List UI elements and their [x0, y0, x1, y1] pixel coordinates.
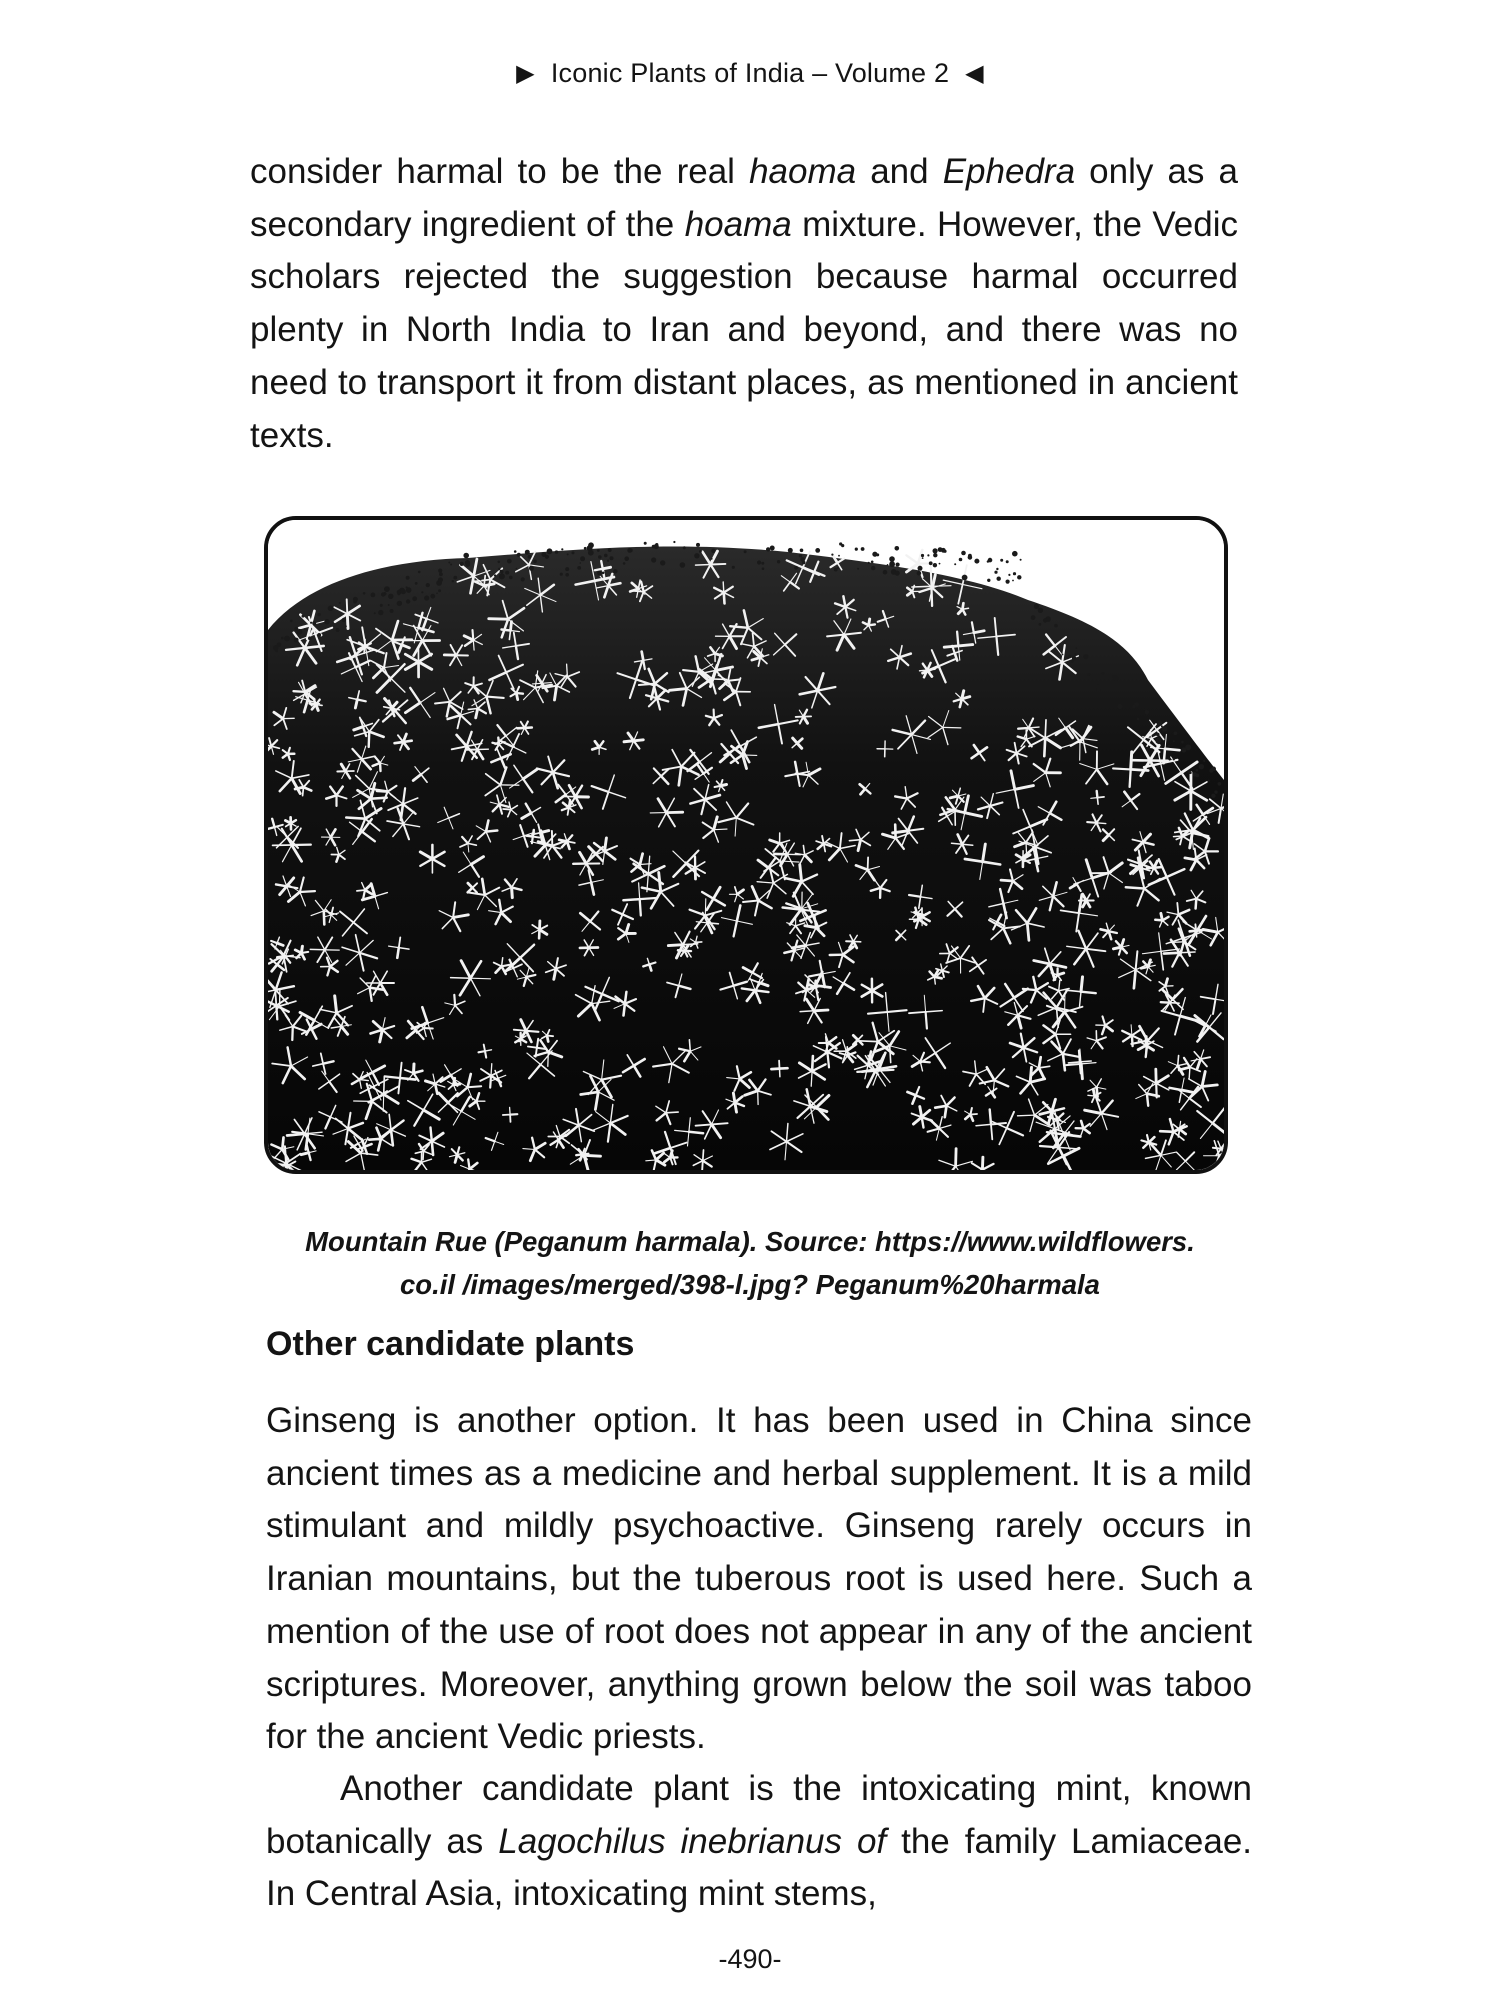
sprig-mark — [815, 548, 820, 553]
sprig-mark — [987, 579, 990, 582]
sprig-mark — [652, 545, 656, 549]
sprig-mark — [438, 569, 442, 573]
sprig-mark — [509, 576, 513, 580]
sprig-mark — [598, 555, 602, 559]
sprig-mark — [1000, 559, 1003, 562]
sprig-mark — [406, 599, 410, 603]
sprig-mark — [1031, 615, 1036, 620]
sprig-mark — [673, 541, 675, 543]
sprig-mark — [507, 559, 512, 564]
sprig-mark — [584, 547, 587, 550]
sprig-mark — [1208, 780, 1210, 782]
sprig-mark — [500, 570, 503, 573]
sprig-mark — [436, 593, 438, 595]
sprig-mark — [624, 556, 629, 561]
sprig-mark — [382, 593, 385, 596]
sprig-mark — [651, 557, 656, 562]
sprig-mark — [380, 604, 383, 607]
sprig-mark — [629, 548, 633, 552]
sprig-mark — [834, 568, 838, 572]
sprig-mark — [304, 628, 306, 630]
sprig-mark — [406, 576, 410, 580]
sprig-mark — [378, 610, 383, 615]
sprig-mark — [1195, 774, 1199, 778]
sprig-mark — [1088, 673, 1091, 676]
text-run: only as a secondary ingredient of the — [250, 152, 1238, 244]
sprig-mark — [499, 573, 505, 579]
caption-line-2: co.il /images/merged/398-l.jpg? Peganum%20harmala — [400, 1269, 1100, 1300]
sprig-mark — [547, 548, 553, 554]
sprig-mark — [498, 568, 500, 570]
sprig-mark — [465, 562, 470, 567]
sprig-mark — [1074, 653, 1076, 655]
paragraph-ginseng — [266, 1395, 1252, 1764]
sprig-mark — [761, 562, 764, 565]
sprig-mark — [302, 615, 305, 618]
sprig-mark — [529, 566, 534, 571]
sprig-mark — [660, 560, 665, 565]
sprig-mark — [374, 612, 376, 614]
sprig-mark — [1211, 767, 1216, 772]
sprig-mark — [1145, 710, 1149, 714]
sprig-mark — [1062, 654, 1064, 656]
sprig-mark — [597, 549, 600, 552]
sprig-mark — [328, 606, 334, 612]
text-run: mixture. However, the Vedic scholars rejected the suggestion because harmal occurred plenty in North India to Iran and beyond, and there was no need to transport it from distant places, as mentioned in ancient texts. — [250, 204, 1238, 455]
sprig-mark — [918, 566, 923, 571]
sprig-mark — [655, 543, 658, 546]
caption-line-1: Mountain Rue (Peganum harmala). Source: https://www.wildflowers. — [305, 1226, 1195, 1257]
sprig-mark — [895, 546, 900, 551]
paragraph-harmal — [250, 146, 1238, 462]
sprig-mark — [452, 580, 454, 582]
sprig-mark — [1034, 604, 1039, 609]
sprig-mark — [1203, 760, 1205, 762]
sprig-mark — [766, 547, 770, 551]
sprig-mark — [933, 553, 937, 557]
sprig-mark — [565, 573, 569, 577]
sprig-mark — [610, 556, 614, 560]
sprig-mark — [861, 547, 865, 551]
sprig-mark — [533, 560, 537, 564]
sprig-mark — [438, 589, 441, 592]
peganum-harmala-photo — [268, 520, 1224, 1170]
sprig-mark — [680, 562, 686, 568]
sprig-mark — [1068, 655, 1071, 658]
sprig-mark — [613, 569, 617, 573]
sprig-mark — [528, 555, 532, 559]
sprig-mark — [762, 567, 765, 570]
sprig-mark — [1043, 618, 1047, 622]
sprig-mark — [895, 571, 900, 576]
sprig-mark — [310, 622, 312, 624]
sprig-mark — [453, 576, 457, 580]
sprig-mark — [883, 570, 888, 575]
text-run: consider harmal to be the real — [250, 152, 750, 191]
sprig-mark — [516, 568, 518, 570]
sprig-mark — [757, 560, 761, 564]
sprig-mark — [644, 542, 647, 545]
sprig-mark — [1173, 740, 1175, 742]
sprig-mark — [939, 563, 941, 565]
sprig-mark — [1013, 572, 1016, 575]
sprig-mark — [887, 564, 889, 566]
sprig-mark — [1157, 720, 1163, 726]
sprig-mark — [1137, 718, 1140, 721]
sprig-mark — [460, 562, 464, 566]
sprig-mark — [1076, 647, 1078, 649]
sprig-mark — [1071, 660, 1074, 663]
italic-term: Ephedra — [942, 152, 1076, 191]
sprig-mark — [683, 546, 686, 549]
sprig-mark — [1199, 764, 1204, 769]
sprig-mark — [406, 586, 408, 588]
sprig-mark — [623, 562, 626, 565]
sprig-mark — [1064, 641, 1066, 643]
sprig-mark — [954, 563, 956, 565]
sprig-mark — [794, 566, 798, 570]
sprig-mark — [994, 571, 997, 574]
sprig-mark — [933, 548, 938, 553]
sprig-mark — [799, 554, 802, 557]
italic-term: Lagochilus inebrianus of — [498, 1821, 887, 1861]
sprig-mark — [1006, 560, 1009, 563]
sprig-mark — [1113, 675, 1119, 681]
sprig-mark — [277, 642, 282, 647]
sprig-mark — [1162, 726, 1168, 732]
sprig-mark — [567, 553, 569, 555]
sprig-mark — [319, 633, 321, 635]
sprig-mark — [312, 621, 316, 625]
book-title: Iconic Plants of India – Volume 2 — [550, 58, 950, 88]
section-heading: Other candidate plants — [266, 1325, 635, 1363]
sprig-mark — [1188, 771, 1191, 774]
sprig-mark — [933, 563, 937, 567]
sprig-mark — [415, 582, 418, 585]
sprig-mark — [876, 553, 879, 556]
sprig-mark — [1083, 654, 1088, 659]
text-run: Another candidate plant is the intoxicating mint, known botanically as — [266, 1769, 1252, 1861]
sprig-mark — [711, 558, 713, 560]
sprig-mark — [430, 594, 435, 599]
sprig-mark — [1072, 656, 1077, 661]
sprig-mark — [324, 619, 329, 624]
sprig-mark — [545, 555, 549, 559]
sprig-mark — [744, 550, 747, 553]
text-run: and — [856, 152, 943, 191]
sprig-mark — [388, 604, 390, 606]
sprig-mark — [927, 554, 929, 556]
sprig-mark — [1181, 741, 1184, 744]
sprig-mark — [871, 561, 874, 564]
sprig-mark — [412, 596, 417, 601]
sprig-mark — [896, 563, 900, 567]
sprig-mark — [450, 564, 452, 566]
paragraph-intoxicating-mint — [266, 1763, 1252, 1921]
sprig-mark — [390, 609, 394, 613]
sprig-mark — [857, 568, 859, 570]
sprig-mark — [604, 554, 608, 558]
sprig-mark — [855, 548, 858, 551]
sprig-mark — [505, 571, 509, 575]
sprig-mark — [498, 561, 501, 564]
sprig-mark — [1020, 559, 1022, 561]
sprig-mark — [1012, 551, 1018, 557]
sprig-mark — [968, 554, 972, 558]
sprig-mark — [1196, 769, 1199, 772]
sprig-mark — [580, 562, 582, 564]
sprig-mark — [397, 601, 402, 606]
sprig-mark — [339, 602, 341, 604]
sprig-mark — [525, 550, 530, 555]
sprig-mark — [345, 625, 347, 627]
page-number: -490- — [718, 1944, 782, 1974]
sprig-mark — [336, 628, 340, 632]
sprig-mark — [1017, 577, 1019, 579]
sprig-mark — [438, 577, 443, 582]
sprig-mark — [577, 566, 581, 570]
sprig-mark — [480, 579, 482, 581]
sprig-mark — [917, 571, 922, 576]
sprig-mark — [555, 550, 558, 553]
sprig-mark — [777, 560, 780, 563]
sprig-mark — [868, 562, 870, 564]
sprig-mark — [597, 571, 602, 576]
sprig-mark — [397, 592, 400, 595]
text-run: the family Lamiaceae. In Central Asia, intoxicating mint stems, — [266, 1821, 1253, 1914]
sprig-mark — [521, 577, 525, 581]
sprig-mark — [770, 546, 775, 551]
sprig-mark — [921, 554, 924, 557]
sprig-mark — [514, 550, 517, 553]
running-header — [0, 58, 1500, 89]
sprig-mark — [294, 627, 298, 631]
sprig-mark — [996, 568, 998, 570]
sprig-mark — [565, 567, 569, 571]
sprig-mark — [943, 550, 946, 553]
sprig-mark — [1038, 608, 1043, 613]
sprig-mark — [494, 574, 496, 576]
sprig-mark — [732, 566, 735, 569]
sprig-mark — [838, 555, 840, 557]
sprig-mark — [962, 575, 968, 581]
sprig-mark — [959, 558, 963, 562]
plant-photo — [264, 516, 1228, 1174]
sprig-mark — [889, 556, 895, 562]
sprig-mark — [385, 587, 389, 591]
sprig-mark — [696, 543, 700, 547]
sprig-mark — [974, 559, 979, 564]
sprig-mark — [699, 550, 702, 553]
sprig-mark — [463, 553, 469, 559]
sprig-mark — [371, 593, 376, 598]
sprig-mark — [275, 650, 278, 653]
sprig-mark — [448, 562, 450, 564]
italic-term: haoma — [749, 152, 857, 191]
sprig-mark — [608, 548, 612, 552]
sprig-mark — [388, 594, 393, 599]
sprig-mark — [290, 620, 293, 623]
sprig-mark — [1008, 574, 1010, 576]
sprig-mark — [418, 571, 421, 574]
sprig-mark — [997, 577, 1001, 581]
sprig-mark — [961, 551, 966, 556]
sprig-mark — [1168, 745, 1170, 747]
sprig-mark — [426, 583, 430, 587]
sprig-mark — [1054, 624, 1058, 628]
sprig-mark — [711, 549, 715, 553]
sprig-mark — [889, 561, 895, 567]
sprig-mark — [841, 544, 844, 547]
sprig-mark — [987, 560, 989, 562]
sprig-mark — [871, 566, 875, 570]
text-run: Ginseng is another option. It has been used in China since ancient times as a medicine and herbal supplement. It is a mild stimulant and mildly psychoactive. Ginseng rarely occurs in Iranian mountains, but the tuberous root is used here. Such a mention of the use of root does not appear in any of the ancient scriptures. Moreover, anything grown below the soil was taboo for the ancient Vedic priests. — [266, 1401, 1252, 1757]
sprig-mark — [1092, 683, 1096, 687]
sprig-mark — [607, 560, 609, 562]
sprig-mark — [363, 592, 366, 595]
sprig-mark — [1181, 747, 1186, 752]
sprig-mark — [788, 548, 793, 553]
sprig-mark — [831, 554, 833, 556]
sprig-mark — [1102, 672, 1105, 675]
sprig-mark — [517, 553, 521, 557]
sprig-mark — [1097, 683, 1099, 685]
triangle-left-icon: ◀ — [965, 60, 984, 87]
sprig-mark — [588, 550, 594, 556]
sprig-mark — [401, 589, 406, 594]
sprig-mark — [294, 638, 299, 643]
sprig-mark — [1214, 790, 1217, 793]
sprig-mark — [1097, 687, 1101, 691]
triangle-right-icon: ▶ — [516, 60, 535, 87]
sprig-mark — [281, 637, 284, 640]
sprig-mark — [308, 636, 312, 640]
sprig-mark — [938, 547, 943, 552]
sprig-mark — [1039, 623, 1042, 626]
sprig-mark — [1174, 731, 1178, 735]
sprig-mark — [580, 556, 585, 561]
sprig-mark — [1117, 704, 1122, 709]
sprig-mark — [421, 591, 423, 593]
sprig-mark — [802, 561, 806, 565]
sprig-mark — [1211, 794, 1215, 798]
italic-term: hoama — [684, 204, 792, 244]
sprig-mark — [284, 636, 290, 642]
sprig-mark — [561, 548, 563, 550]
sprig-mark — [572, 551, 575, 554]
sprig-mark — [1173, 758, 1175, 760]
sprig-mark — [922, 557, 924, 559]
sprig-mark — [342, 618, 346, 622]
sprig-mark — [424, 595, 429, 600]
sprig-mark — [1012, 580, 1014, 582]
sprig-mark — [800, 549, 804, 553]
sprig-mark — [1006, 580, 1010, 584]
sprig-mark — [1155, 738, 1161, 744]
sprig-mark — [560, 573, 563, 576]
sprig-mark — [1156, 733, 1160, 737]
sprig-mark — [1218, 782, 1222, 786]
sprig-mark — [1066, 657, 1069, 660]
figure-caption — [240, 1220, 1260, 1306]
sprig-mark — [929, 561, 933, 565]
sprig-mark — [317, 613, 320, 616]
sprig-mark — [602, 572, 605, 575]
sprig-mark — [588, 542, 594, 548]
sprig-mark — [694, 553, 699, 558]
sprig-mark — [353, 600, 357, 604]
sprig-mark — [1132, 705, 1136, 709]
sprig-mark — [439, 572, 443, 576]
